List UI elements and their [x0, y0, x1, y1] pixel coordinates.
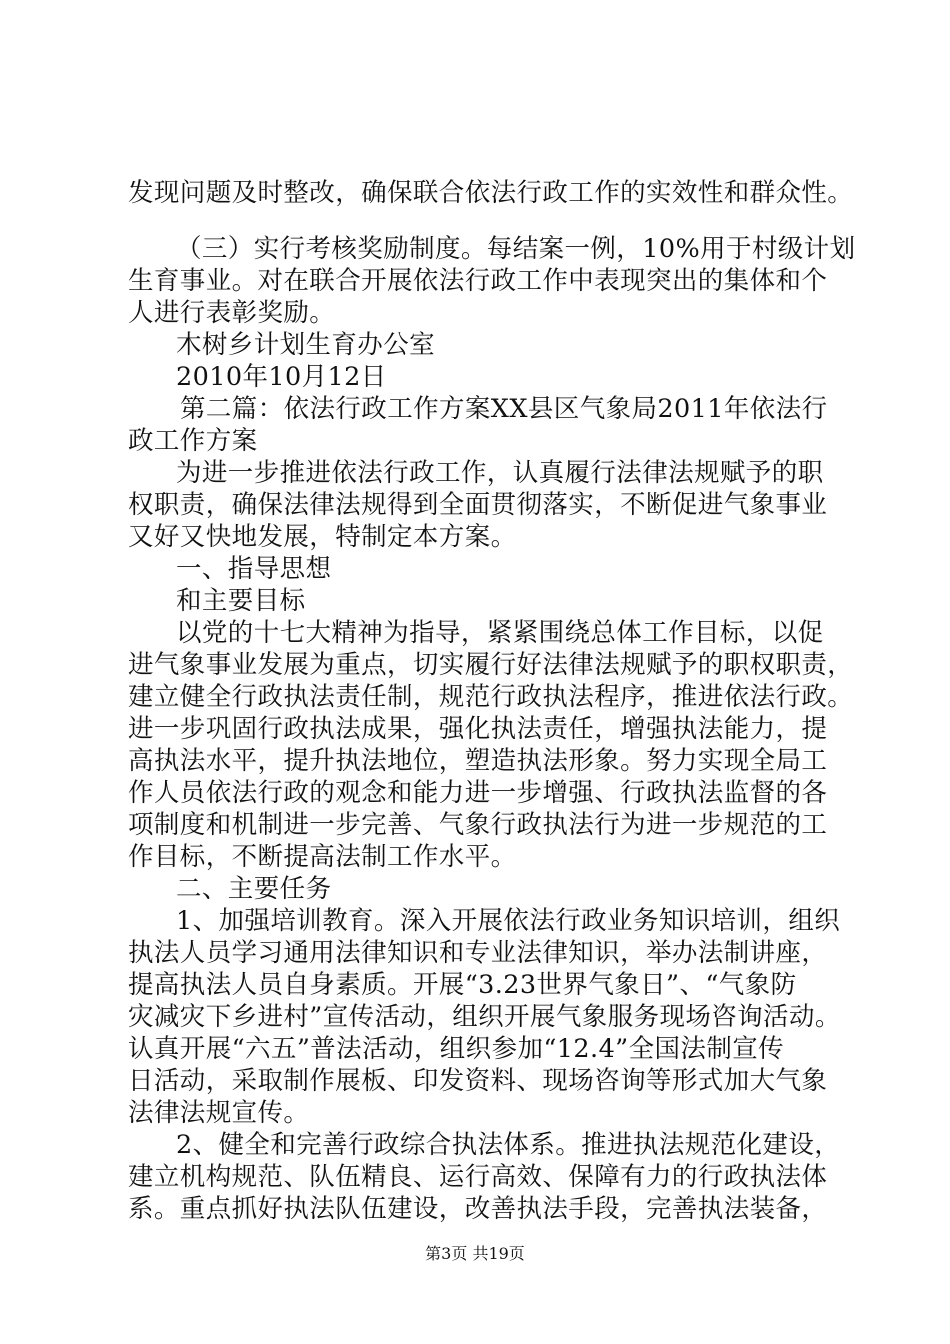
section-heading: 二、主要任务 — [176, 874, 332, 904]
text-line: 为进一步推进依法行政工作，认真履行法律法规赋予的职 — [176, 458, 824, 488]
text-line: 提高执法人员自身素质。开展“3.23世界气象日”、“气象防 — [128, 970, 797, 1000]
text-line: 进气象事业发展为重点，切实履行好法律法规赋予的职权职责， — [128, 650, 854, 680]
text-line: 系。重点抓好执法队伍建设，改善执法手段，完善执法装备， — [128, 1194, 828, 1224]
text-line: 人进行表彰奖励。 — [128, 298, 336, 328]
section-heading: 一、指导思想 — [176, 554, 332, 584]
text-line: 发现问题及时整改，确保联合依法行政工作的实效性和群众性。 — [128, 178, 854, 208]
page-number-footer: 第3页 共19页 — [425, 1244, 525, 1263]
text-line: 木树乡计划生育办公室 — [176, 330, 436, 360]
text-line: 权职责，确保法律法规得到全面贯彻落实，不断促进气象事业 — [128, 490, 828, 520]
text-line: 高执法水平，提升执法地位，塑造执法形象。努力实现全局工 — [128, 746, 828, 776]
text-line: 2、健全和完善行政综合执法体系。推进执法规范化建设， — [176, 1130, 841, 1160]
section-heading: 第二篇：依法行政工作方案XX县区气象局2011年依法行 — [180, 394, 828, 424]
text-line: 作人员依法行政的观念和能力进一步增强、行政执法监督的各 — [128, 778, 828, 808]
text-line: 2010年10月12日 — [176, 362, 387, 392]
text-line: 执法人员学习通用法律知识和专业法律知识，举办法制讲座， — [128, 938, 828, 968]
text-line: 建立健全行政执法责任制，规范行政执法程序，推进依法行政。 — [128, 682, 854, 712]
text-line: 日活动，采取制作展板、印发资料、现场咨询等形式加大气象 — [128, 1066, 828, 1096]
section-heading: 和主要目标 — [176, 586, 306, 616]
text-line: 生育事业。对在联合开展依法行政工作中表现突出的集体和个 — [128, 266, 828, 296]
text-line: 又好又快地发展，特制定本方案。 — [128, 522, 517, 552]
text-line: 灾减灾下乡进村”宣传活动，组织开展气象服务现场咨询活动。 — [128, 1002, 841, 1032]
text-line: 建立机构规范、队伍精良、运行高效、保障有力的行政执法体 — [128, 1162, 828, 1192]
text-line: （三）实行考核奖励制度。每结案一例，10%用于村级计划 — [176, 234, 856, 264]
text-line: 进一步巩固行政执法成果，强化执法责任，增强执法能力，提 — [128, 714, 828, 744]
text-line: 1、加强培训教育。深入开展依法行政业务知识培训，组织 — [176, 906, 841, 936]
text-line: 作目标，不断提高法制工作水平。 — [128, 842, 517, 872]
text-line: 以党的十七大精神为指导，紧紧围绕总体工作目标，以促 — [176, 618, 824, 648]
text-line: 项制度和机制进一步完善、气象行政执法行为进一步规范的工 — [128, 810, 828, 840]
text-line: 认真开展“六五”普法活动，组织参加“12.4”全国法制宣传 — [128, 1034, 785, 1064]
section-heading: 政工作方案 — [128, 426, 258, 456]
text-line: 法律法规宣传。 — [128, 1098, 310, 1128]
